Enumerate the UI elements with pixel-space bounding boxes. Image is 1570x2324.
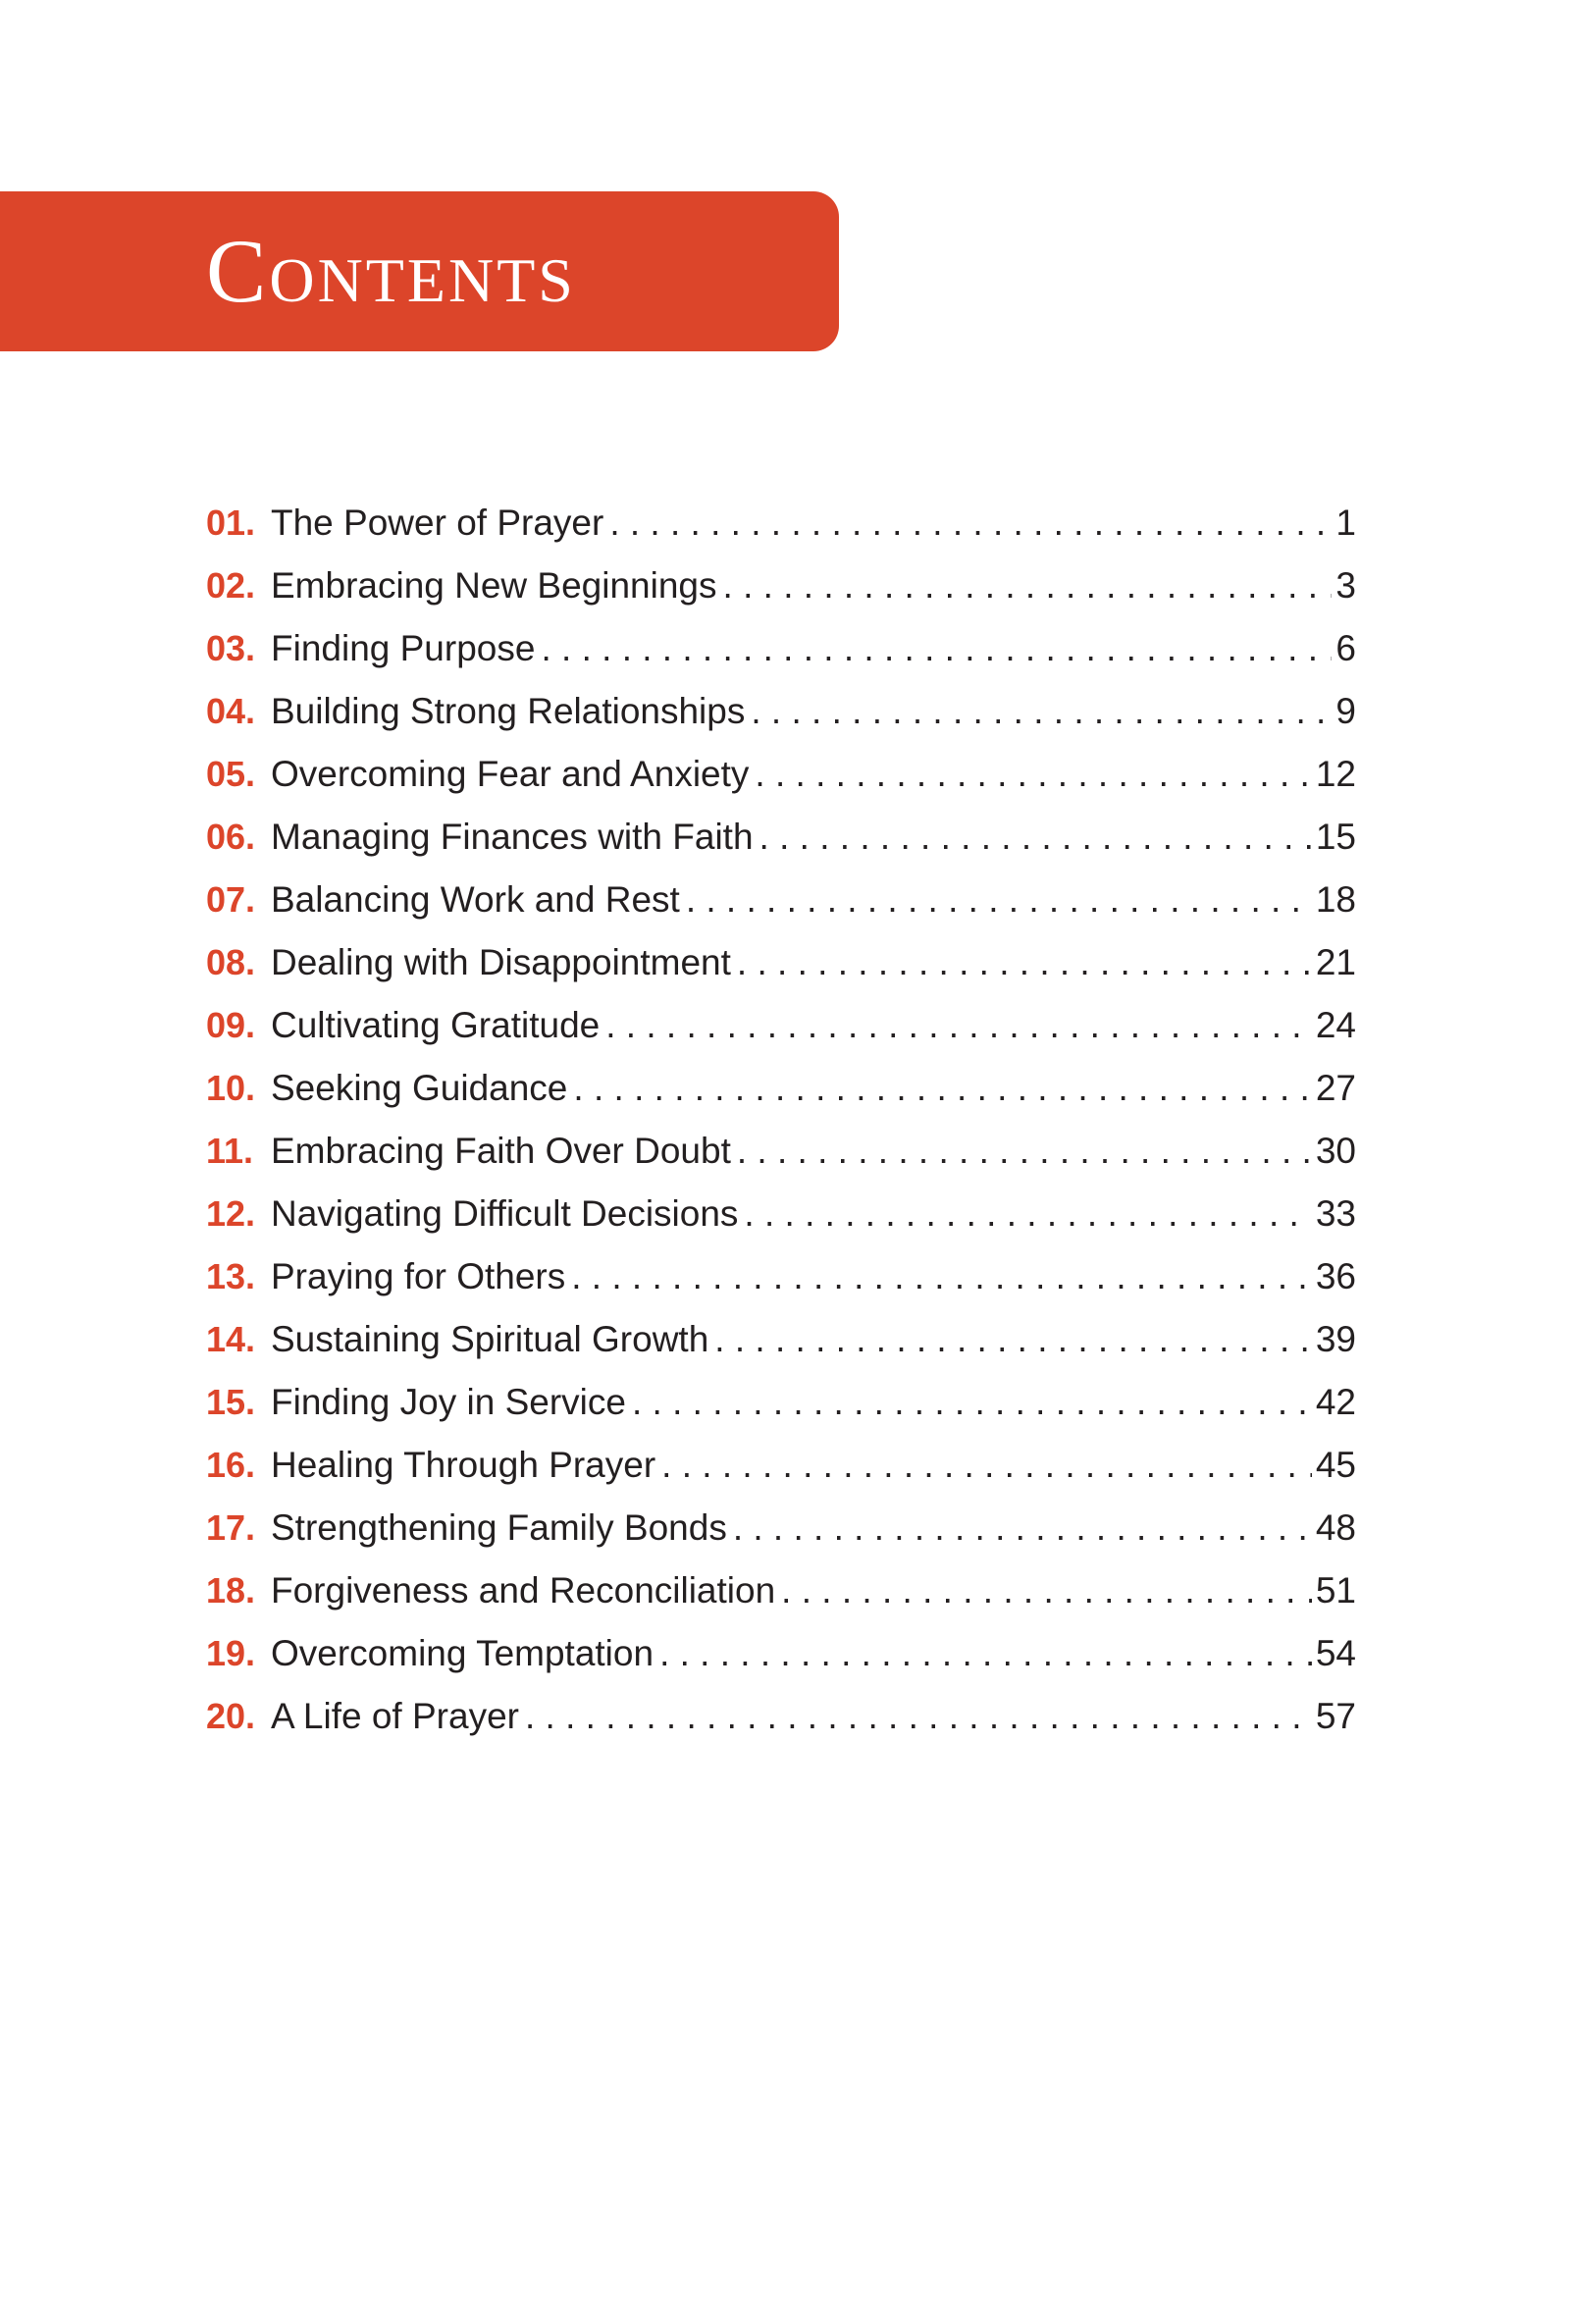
toc-entry-number: 15. xyxy=(206,1382,256,1422)
toc-entry-page: 54 xyxy=(1315,1633,1356,1673)
table-of-contents xyxy=(206,492,1356,1748)
toc-entry[interactable] xyxy=(206,994,1356,1057)
toc-entry-number: 16. xyxy=(206,1445,256,1485)
toc-entry-number: 02. xyxy=(206,565,256,606)
toc-dot-leader xyxy=(661,1434,1312,1497)
toc-dot-leader xyxy=(541,617,1332,680)
toc-entry[interactable] xyxy=(206,1371,1356,1434)
toc-entry-number: 18. xyxy=(206,1570,256,1611)
toc-entry-title: Embracing New Beginnings xyxy=(271,565,717,606)
toc-dot-leader xyxy=(737,1120,1312,1183)
toc-entry-title: Seeking Guidance xyxy=(271,1068,568,1108)
toc-entry[interactable] xyxy=(206,1685,1356,1748)
toc-entry-page: 9 xyxy=(1335,691,1356,731)
toc-dot-leader xyxy=(571,1245,1312,1308)
toc-entry[interactable] xyxy=(206,931,1356,994)
toc-entry-title: Dealing with Disappointment xyxy=(271,942,731,982)
toc-entry-page: 27 xyxy=(1315,1068,1356,1108)
toc-entry-number: 14. xyxy=(206,1319,256,1359)
toc-dot-leader xyxy=(659,1622,1312,1685)
toc-entry-number: 12. xyxy=(206,1193,256,1234)
toc-entry-page: 51 xyxy=(1315,1570,1356,1611)
toc-entry-title: Navigating Difficult Decisions xyxy=(271,1193,739,1234)
toc-entry-title: Sustaining Spiritual Growth xyxy=(271,1319,709,1359)
toc-dot-leader xyxy=(751,680,1332,743)
toc-entry-page: 6 xyxy=(1335,628,1356,668)
toc-entry-number: 20. xyxy=(206,1696,256,1736)
toc-entry[interactable] xyxy=(206,1120,1356,1183)
toc-entry[interactable] xyxy=(206,617,1356,680)
toc-entry-number: 05. xyxy=(206,754,256,794)
toc-entry-number: 13. xyxy=(206,1256,256,1296)
toc-dot-leader xyxy=(755,743,1311,806)
toc-entry-number: 07. xyxy=(206,879,256,920)
toc-entry-title: A Life of Prayer xyxy=(271,1696,519,1736)
toc-entry-page: 36 xyxy=(1315,1256,1356,1296)
toc-entry[interactable] xyxy=(206,1622,1356,1685)
toc-entry[interactable] xyxy=(206,1434,1356,1497)
toc-entry-number: 04. xyxy=(206,691,256,731)
toc-entry[interactable] xyxy=(206,806,1356,869)
toc-entry-number: 19. xyxy=(206,1633,256,1673)
toc-entry-number: 08. xyxy=(206,942,256,982)
toc-dot-leader xyxy=(781,1559,1312,1622)
toc-entry[interactable] xyxy=(206,1057,1356,1120)
toc-dot-leader xyxy=(573,1057,1311,1120)
toc-entry-title: Finding Purpose xyxy=(271,628,536,668)
toc-entry-page: 1 xyxy=(1335,502,1356,543)
toc-entry-page: 33 xyxy=(1315,1193,1356,1234)
toc-entry[interactable] xyxy=(206,680,1356,743)
toc-entry[interactable] xyxy=(206,743,1356,806)
toc-entry-title: Building Strong Relationships xyxy=(271,691,746,731)
toc-entry-number: 06. xyxy=(206,817,256,857)
toc-dot-leader xyxy=(759,806,1312,869)
toc-dot-leader xyxy=(686,869,1312,931)
toc-entry-page: 21 xyxy=(1315,942,1356,982)
title-banner xyxy=(0,191,839,351)
toc-entry-page: 45 xyxy=(1315,1445,1356,1485)
toc-entry[interactable] xyxy=(206,1497,1356,1559)
toc-entry-title: Balancing Work and Rest xyxy=(271,879,680,920)
page-title: Contents xyxy=(206,221,576,321)
toc-entry[interactable] xyxy=(206,1559,1356,1622)
toc-dot-leader xyxy=(723,555,1333,617)
toc-dot-leader xyxy=(733,1497,1312,1559)
toc-entry-number: 09. xyxy=(206,1005,256,1045)
toc-entry-title: Overcoming Fear and Anxiety xyxy=(271,754,750,794)
toc-entry[interactable] xyxy=(206,1245,1356,1308)
toc-entry-title: Overcoming Temptation xyxy=(271,1633,654,1673)
toc-entry-number: 10. xyxy=(206,1068,256,1108)
toc-dot-leader xyxy=(737,931,1312,994)
toc-dot-leader xyxy=(714,1308,1312,1371)
toc-entry-page: 48 xyxy=(1315,1507,1356,1548)
toc-dot-leader xyxy=(744,1183,1311,1245)
toc-dot-leader xyxy=(525,1685,1312,1748)
toc-entry-title: Embracing Faith Over Doubt xyxy=(271,1131,731,1171)
toc-dot-leader xyxy=(609,492,1332,555)
toc-entry-title: Cultivating Gratitude xyxy=(271,1005,601,1045)
toc-entry-number: 03. xyxy=(206,628,256,668)
toc-entry-page: 42 xyxy=(1315,1382,1356,1422)
toc-entry-page: 30 xyxy=(1315,1131,1356,1171)
toc-entry[interactable] xyxy=(206,1183,1356,1245)
toc-entry-title: Forgiveness and Reconciliation xyxy=(271,1570,776,1611)
toc-entry-number: 01. xyxy=(206,502,256,543)
toc-dot-leader xyxy=(632,1371,1312,1434)
toc-entry-page: 39 xyxy=(1315,1319,1356,1359)
toc-entry-title: Managing Finances with Faith xyxy=(271,817,754,857)
toc-entry-title: Praying for Others xyxy=(271,1256,566,1296)
toc-entry-number: 17. xyxy=(206,1507,256,1548)
toc-entry-page: 57 xyxy=(1315,1696,1356,1736)
toc-entry-title: Strengthening Family Bonds xyxy=(271,1507,727,1548)
toc-dot-leader xyxy=(605,994,1312,1057)
toc-entry[interactable] xyxy=(206,555,1356,617)
toc-entry-page: 18 xyxy=(1315,879,1356,920)
toc-entry-title: The Power of Prayer xyxy=(271,502,604,543)
toc-entry-page: 12 xyxy=(1315,754,1356,794)
toc-entry-page: 15 xyxy=(1315,817,1356,857)
toc-entry-page: 3 xyxy=(1335,565,1356,606)
toc-entry[interactable] xyxy=(206,869,1356,931)
toc-entry[interactable] xyxy=(206,1308,1356,1371)
toc-entry[interactable] xyxy=(206,492,1356,555)
toc-entry-title: Finding Joy in Service xyxy=(271,1382,626,1422)
toc-entry-title: Healing Through Prayer xyxy=(271,1445,656,1485)
toc-entry-number: 11. xyxy=(206,1131,254,1171)
toc-entry-page: 24 xyxy=(1315,1005,1356,1045)
